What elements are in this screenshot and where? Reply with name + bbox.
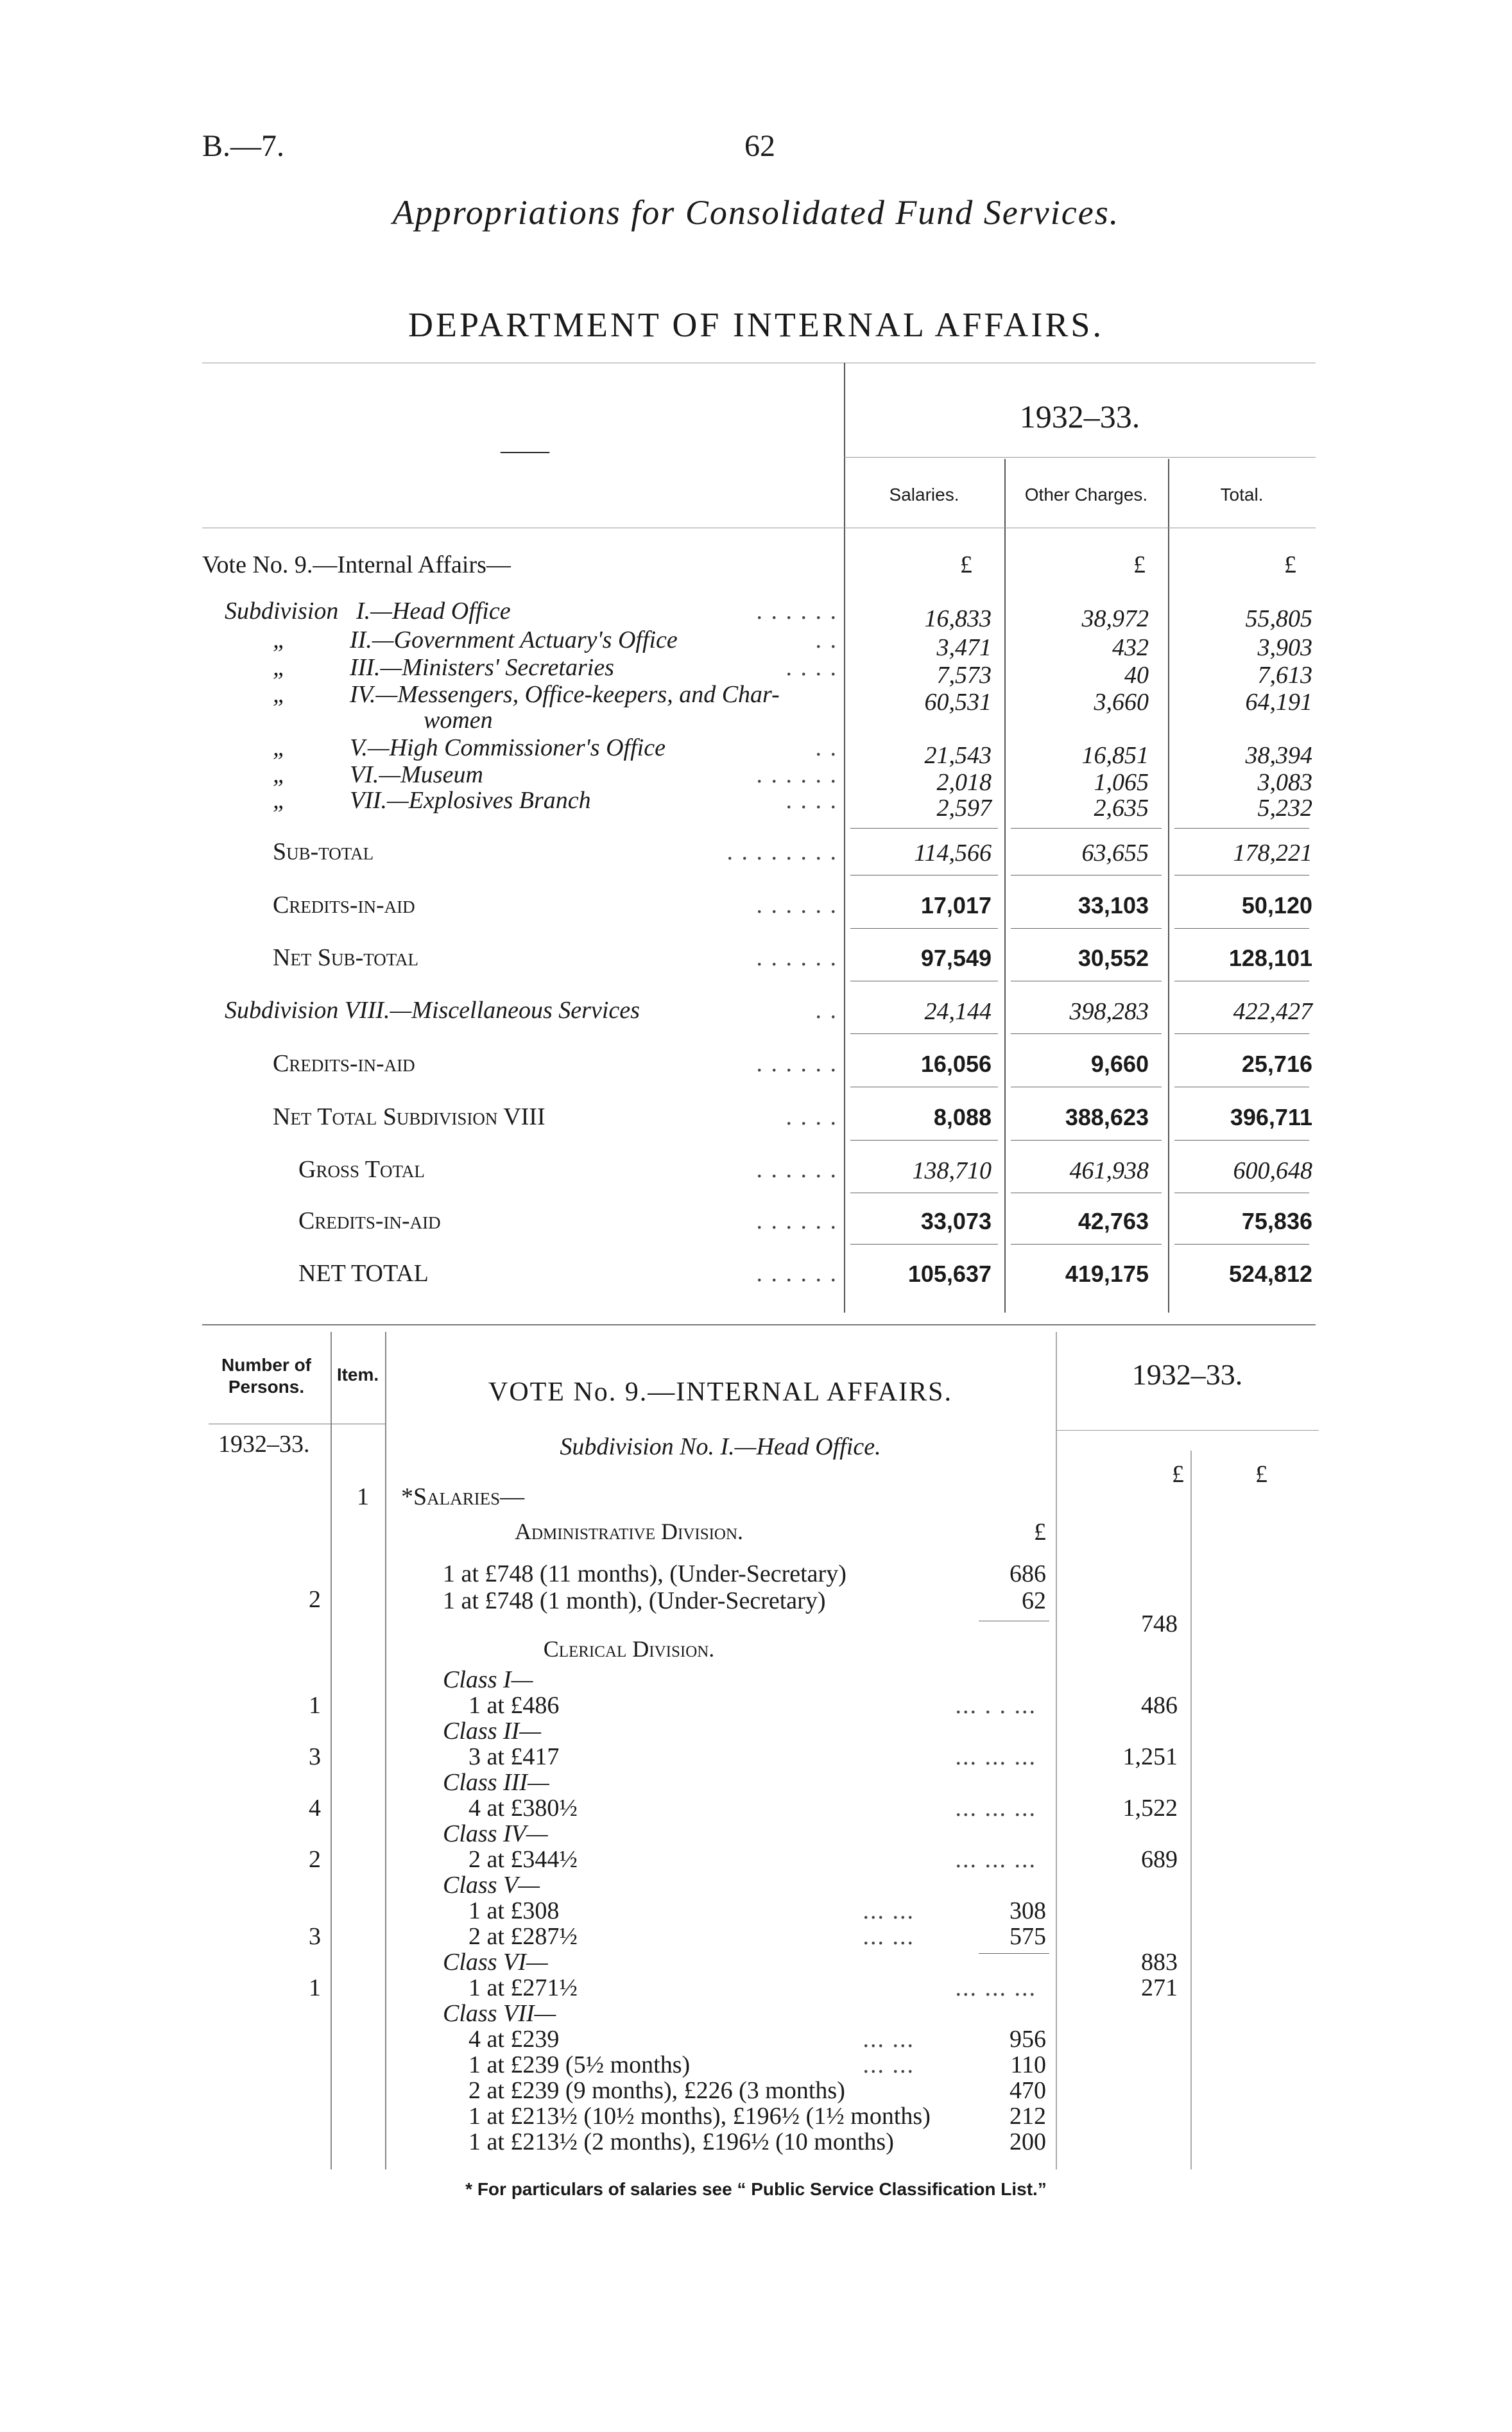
salary-line: 3 at £417	[468, 1743, 560, 1770]
amount-value: 748	[1141, 1610, 1178, 1637]
dot-leader: . . . . . .	[756, 944, 838, 971]
class-heading: Class VII—	[443, 2000, 556, 2027]
total-row-label: Subdivision VIII.—Miscellaneous Services	[225, 997, 640, 1024]
detail-year-rule	[1056, 1430, 1319, 1431]
salary-line: 1 at £213½ (10½ months), £196½ (1½ months)	[468, 2103, 931, 2130]
class-heading: Class III—	[443, 1769, 549, 1796]
dot-leader: . . . . . .	[756, 598, 838, 625]
dot-leader: . . . . . .	[756, 1050, 838, 1077]
total-value: 7,613	[1257, 662, 1312, 689]
dot-leader: . .	[815, 626, 838, 653]
persons-count: 2	[309, 1846, 321, 1873]
other-charges-value: 1,065	[1094, 769, 1149, 796]
other-charges-value: 419,175	[1065, 1261, 1149, 1287]
other-charges-value: 30,552	[1078, 945, 1149, 971]
other-charges-value: 40	[1124, 662, 1149, 689]
salary-line: 1 at £748 (1 month), (Under-Secretary)	[443, 1587, 826, 1614]
dot-leader: . . . . . .	[756, 1207, 838, 1234]
total-value: 25,716	[1241, 1051, 1312, 1077]
dot-leader: ... ...	[863, 1897, 915, 1924]
inner-amount: 212	[1009, 2103, 1046, 2130]
subdivision-label: VII.—Explosives Branch	[350, 787, 591, 814]
vote-label: Vote No. 9.—Internal Affairs—	[202, 551, 511, 578]
salaries-value: 17,017	[920, 892, 992, 918]
persons-count: 3	[309, 1923, 321, 1950]
figure-rule	[1011, 1140, 1162, 1141]
salary-line: 1 at £748 (11 months), (Under-Secretary)	[443, 1560, 846, 1587]
other-charges-value: 16,851	[1081, 742, 1149, 769]
total-value: 38,394	[1245, 742, 1312, 769]
dot-leader: . . . . . .	[756, 1156, 838, 1183]
inner-amount: 308	[1009, 1897, 1046, 1924]
other-charges-value: 9,660	[1090, 1051, 1149, 1077]
salaries-value: 138,710	[912, 1157, 992, 1184]
class-heading: Class VI—	[443, 1949, 548, 1976]
subdivision-prefix: „	[273, 681, 287, 708]
col-number-of-persons: Number of Persons.	[221, 1355, 311, 1397]
subdivision-prefix: „	[273, 734, 287, 761]
page-number: 62	[744, 129, 775, 163]
inner-amount: 110	[1010, 2051, 1046, 2078]
admin-division-heading: Administrative Division.	[514, 1519, 744, 1544]
subdivision-label: I.—Head Office	[356, 598, 511, 625]
amount-value: 486	[1141, 1692, 1178, 1719]
class-heading: Class V—	[443, 1872, 540, 1899]
stub-dash: ——	[501, 437, 549, 464]
subdivision-label: II.—Government Actuary's Office	[350, 626, 678, 653]
salaries-value: 97,549	[920, 945, 992, 971]
salaries-value: 8,088	[933, 1104, 992, 1130]
other-charges-value: 3,660	[1094, 689, 1149, 716]
dot-leader: ... ...	[863, 1923, 915, 1950]
col-other-charges: Other Charges.	[1024, 485, 1148, 505]
salaries-value: 24,144	[924, 998, 992, 1025]
inner-amount: 575	[1009, 1923, 1046, 1950]
salary-line: 2 at £287½	[468, 1923, 578, 1950]
total-value: 600,648	[1233, 1157, 1312, 1184]
amount-value: 271	[1141, 1974, 1178, 2001]
subdivision-heading: Subdivision No. I.—Head Office.	[560, 1433, 881, 1460]
other-charges-value: 461,938	[1069, 1157, 1149, 1184]
currency-symbol: £	[1133, 551, 1146, 578]
total-value: 524,812	[1228, 1261, 1312, 1287]
total-row-label: Credits-in-aid	[273, 892, 415, 918]
other-charges-value: 33,103	[1078, 892, 1149, 918]
dot-leader: ... ...	[863, 2051, 915, 2078]
total-value: 128,101	[1228, 945, 1312, 971]
salary-line: 1 at £486	[468, 1692, 560, 1719]
other-charges-value: 432	[1112, 634, 1149, 661]
total-row-label: Credits-in-aid	[273, 1050, 415, 1077]
dot-leader: . . . . . . . .	[726, 838, 838, 865]
dot-leader: . . . .	[786, 654, 838, 681]
subdivision-prefix: „	[273, 626, 287, 653]
currency-symbol: £	[1034, 1519, 1046, 1546]
figure-rule	[1011, 828, 1162, 829]
salaries-value: 2,597	[936, 795, 992, 822]
salaries-value: 114,566	[914, 840, 992, 867]
dot-leader: . . . . . .	[756, 892, 838, 918]
total-value: 55,805	[1245, 605, 1312, 632]
salaries-value: 2,018	[936, 769, 992, 796]
clerical-division-heading: Clerical Division.	[543, 1636, 715, 1662]
col-salaries: Salaries.	[889, 485, 959, 505]
salaries-value: 21,543	[924, 742, 992, 769]
amount-value: 1,251	[1122, 1743, 1178, 1770]
table-bottom-rule	[202, 1324, 1316, 1325]
total-value: 396,711	[1230, 1104, 1312, 1130]
total-row-label: Gross Total	[298, 1156, 425, 1183]
subdivision-prefix: „	[273, 654, 287, 681]
salary-line: 1 at £271½	[468, 1974, 578, 2001]
total-row-label: NET TOTAL	[298, 1260, 429, 1287]
total-row-label: Net Total Subdivision VIII	[273, 1103, 546, 1130]
subdivision-label: IV.—Messengers, Office-keepers, and Char-	[350, 681, 780, 708]
figure-rule	[1174, 1244, 1309, 1245]
document-code: B.—7.	[202, 129, 285, 163]
total-value: 5,232	[1257, 795, 1312, 822]
dot-leader: . .	[815, 997, 838, 1024]
dot-leader: ... ... ...	[955, 1974, 1036, 2001]
currency-symbol: £	[1284, 551, 1296, 578]
item-number: 1	[357, 1483, 369, 1510]
salaries-heading: *Salaries—	[401, 1483, 525, 1510]
figure-rule	[1174, 1033, 1309, 1034]
dot-leader: . . . .	[786, 1103, 838, 1130]
figure-rule	[1174, 1140, 1309, 1141]
dot-leader: . . . . . .	[756, 761, 838, 788]
summary-year: 1932–33.	[1019, 399, 1140, 435]
salaries-value: 16,056	[920, 1051, 992, 1077]
inner-amount: 686	[1009, 1560, 1046, 1587]
salary-line: 2 at £344½	[468, 1846, 578, 1873]
sum-rule	[979, 1953, 1049, 1954]
dot-leader: ... . . ...	[955, 1692, 1036, 1719]
figure-rule	[850, 1244, 998, 1245]
amount-value: 689	[1141, 1846, 1178, 1873]
dot-leader: . . . . . .	[756, 1260, 838, 1287]
inner-amount: 470	[1009, 2077, 1046, 2104]
salaries-value: 105,637	[907, 1261, 992, 1287]
figure-rule	[850, 828, 998, 829]
persons-count: 2	[309, 1586, 321, 1613]
dot-leader: . . . .	[786, 787, 838, 814]
salaries-value: 7,573	[936, 662, 992, 689]
figure-rule	[1011, 1033, 1162, 1034]
salary-line: 4 at £380½	[468, 1795, 578, 1822]
currency-symbol: £	[1255, 1461, 1267, 1488]
salary-line: 1 at £308	[468, 1897, 560, 1924]
page-title: Appropriations for Consolidated Fund Services.	[392, 193, 1120, 232]
class-heading: Class II—	[443, 1718, 542, 1745]
dot-leader: ... ... ...	[955, 1795, 1036, 1822]
other-charges-value: 42,763	[1078, 1208, 1149, 1234]
salaries-value: 16,833	[924, 605, 992, 632]
figure-rule	[1174, 828, 1309, 829]
salary-line: 2 at £239 (9 months), £226 (3 months)	[468, 2077, 845, 2104]
currency-symbol: £	[960, 551, 972, 578]
detail-year: 1932–33.	[1131, 1358, 1243, 1391]
subdivision-label: V.—High Commissioner's Office	[350, 734, 666, 761]
salaries-value: 33,073	[920, 1208, 992, 1234]
other-charges-value: 398,283	[1069, 998, 1149, 1025]
subdivision-prefix: „	[273, 787, 287, 814]
salary-line: 1 at £213½ (2 months), £196½ (10 months)	[468, 2128, 894, 2155]
dot-leader: ... ... ...	[955, 1743, 1036, 1770]
total-value: 3,903	[1257, 634, 1312, 661]
persons-year: 1932–33.	[218, 1431, 310, 1458]
amount-divider	[1190, 1451, 1192, 2169]
subdivision-prefix: „	[273, 761, 287, 788]
vote-title: VOTE No. 9.—INTERNAL AFFAIRS.	[488, 1377, 952, 1407]
persons-count: 1	[309, 1974, 321, 2001]
col-total: Total.	[1220, 485, 1264, 505]
total-value: 64,191	[1245, 689, 1312, 716]
figure-rule	[1174, 928, 1309, 929]
figure-rule	[850, 928, 998, 929]
figure-rule	[850, 1033, 998, 1034]
salaries-value: 3,471	[936, 634, 992, 661]
amount-value: 883	[1141, 1949, 1178, 1976]
other-charges-value: 63,655	[1081, 840, 1149, 867]
figure-rule	[850, 1140, 998, 1141]
total-value: 75,836	[1241, 1208, 1312, 1234]
total-value: 422,427	[1233, 998, 1312, 1025]
figure-rule	[1011, 928, 1162, 929]
currency-symbol: £	[1172, 1461, 1184, 1488]
persons-count: 3	[309, 1743, 321, 1770]
other-charges-value: 38,972	[1081, 605, 1149, 632]
subdivision-label-cont: women	[424, 707, 493, 734]
salary-line: 1 at £239 (5½ months)	[468, 2051, 691, 2078]
total-value: 178,221	[1233, 840, 1312, 867]
year-rule	[844, 457, 1316, 458]
salaries-value: 60,531	[924, 689, 992, 716]
subdivision-label: III.—Ministers' Secretaries	[350, 654, 614, 681]
class-heading: Class IV—	[443, 1820, 548, 1847]
subdivision-label: VI.—Museum	[350, 761, 483, 788]
inner-amount: 62	[1022, 1587, 1046, 1614]
dot-leader: . .	[815, 734, 838, 761]
persons-divider	[331, 1332, 332, 2169]
total-row-label: Sub-total	[273, 838, 374, 865]
persons-count: 1	[309, 1692, 321, 1719]
figure-rule	[1011, 1244, 1162, 1245]
class-heading: Class I—	[443, 1666, 533, 1693]
other-charges-value: 388,623	[1065, 1104, 1149, 1130]
total-value: 3,083	[1257, 769, 1312, 796]
inner-amount: 200	[1009, 2128, 1046, 2155]
inner-amount: 956	[1009, 2026, 1046, 2053]
persons-count: 4	[309, 1795, 321, 1822]
dot-leader: ... ... ...	[955, 1846, 1036, 1873]
total-value: 50,120	[1241, 892, 1312, 918]
footnote: * For particulars of salaries see “ Public Service Classification List.”	[465, 2179, 1047, 2199]
dot-leader: ... ...	[863, 2026, 915, 2053]
total-row-label: Net Sub-total	[273, 944, 419, 971]
other-charges-value: 2,635	[1094, 795, 1149, 822]
amount-value: 1,522	[1122, 1795, 1178, 1822]
subdivision-prefix: Subdivision	[225, 598, 339, 625]
salary-line: 4 at £239	[468, 2026, 560, 2053]
department-heading: DEPARTMENT OF INTERNAL AFFAIRS.	[408, 306, 1104, 344]
total-row-label: Credits-in-aid	[298, 1207, 441, 1234]
col-item: Item.	[336, 1365, 379, 1384]
